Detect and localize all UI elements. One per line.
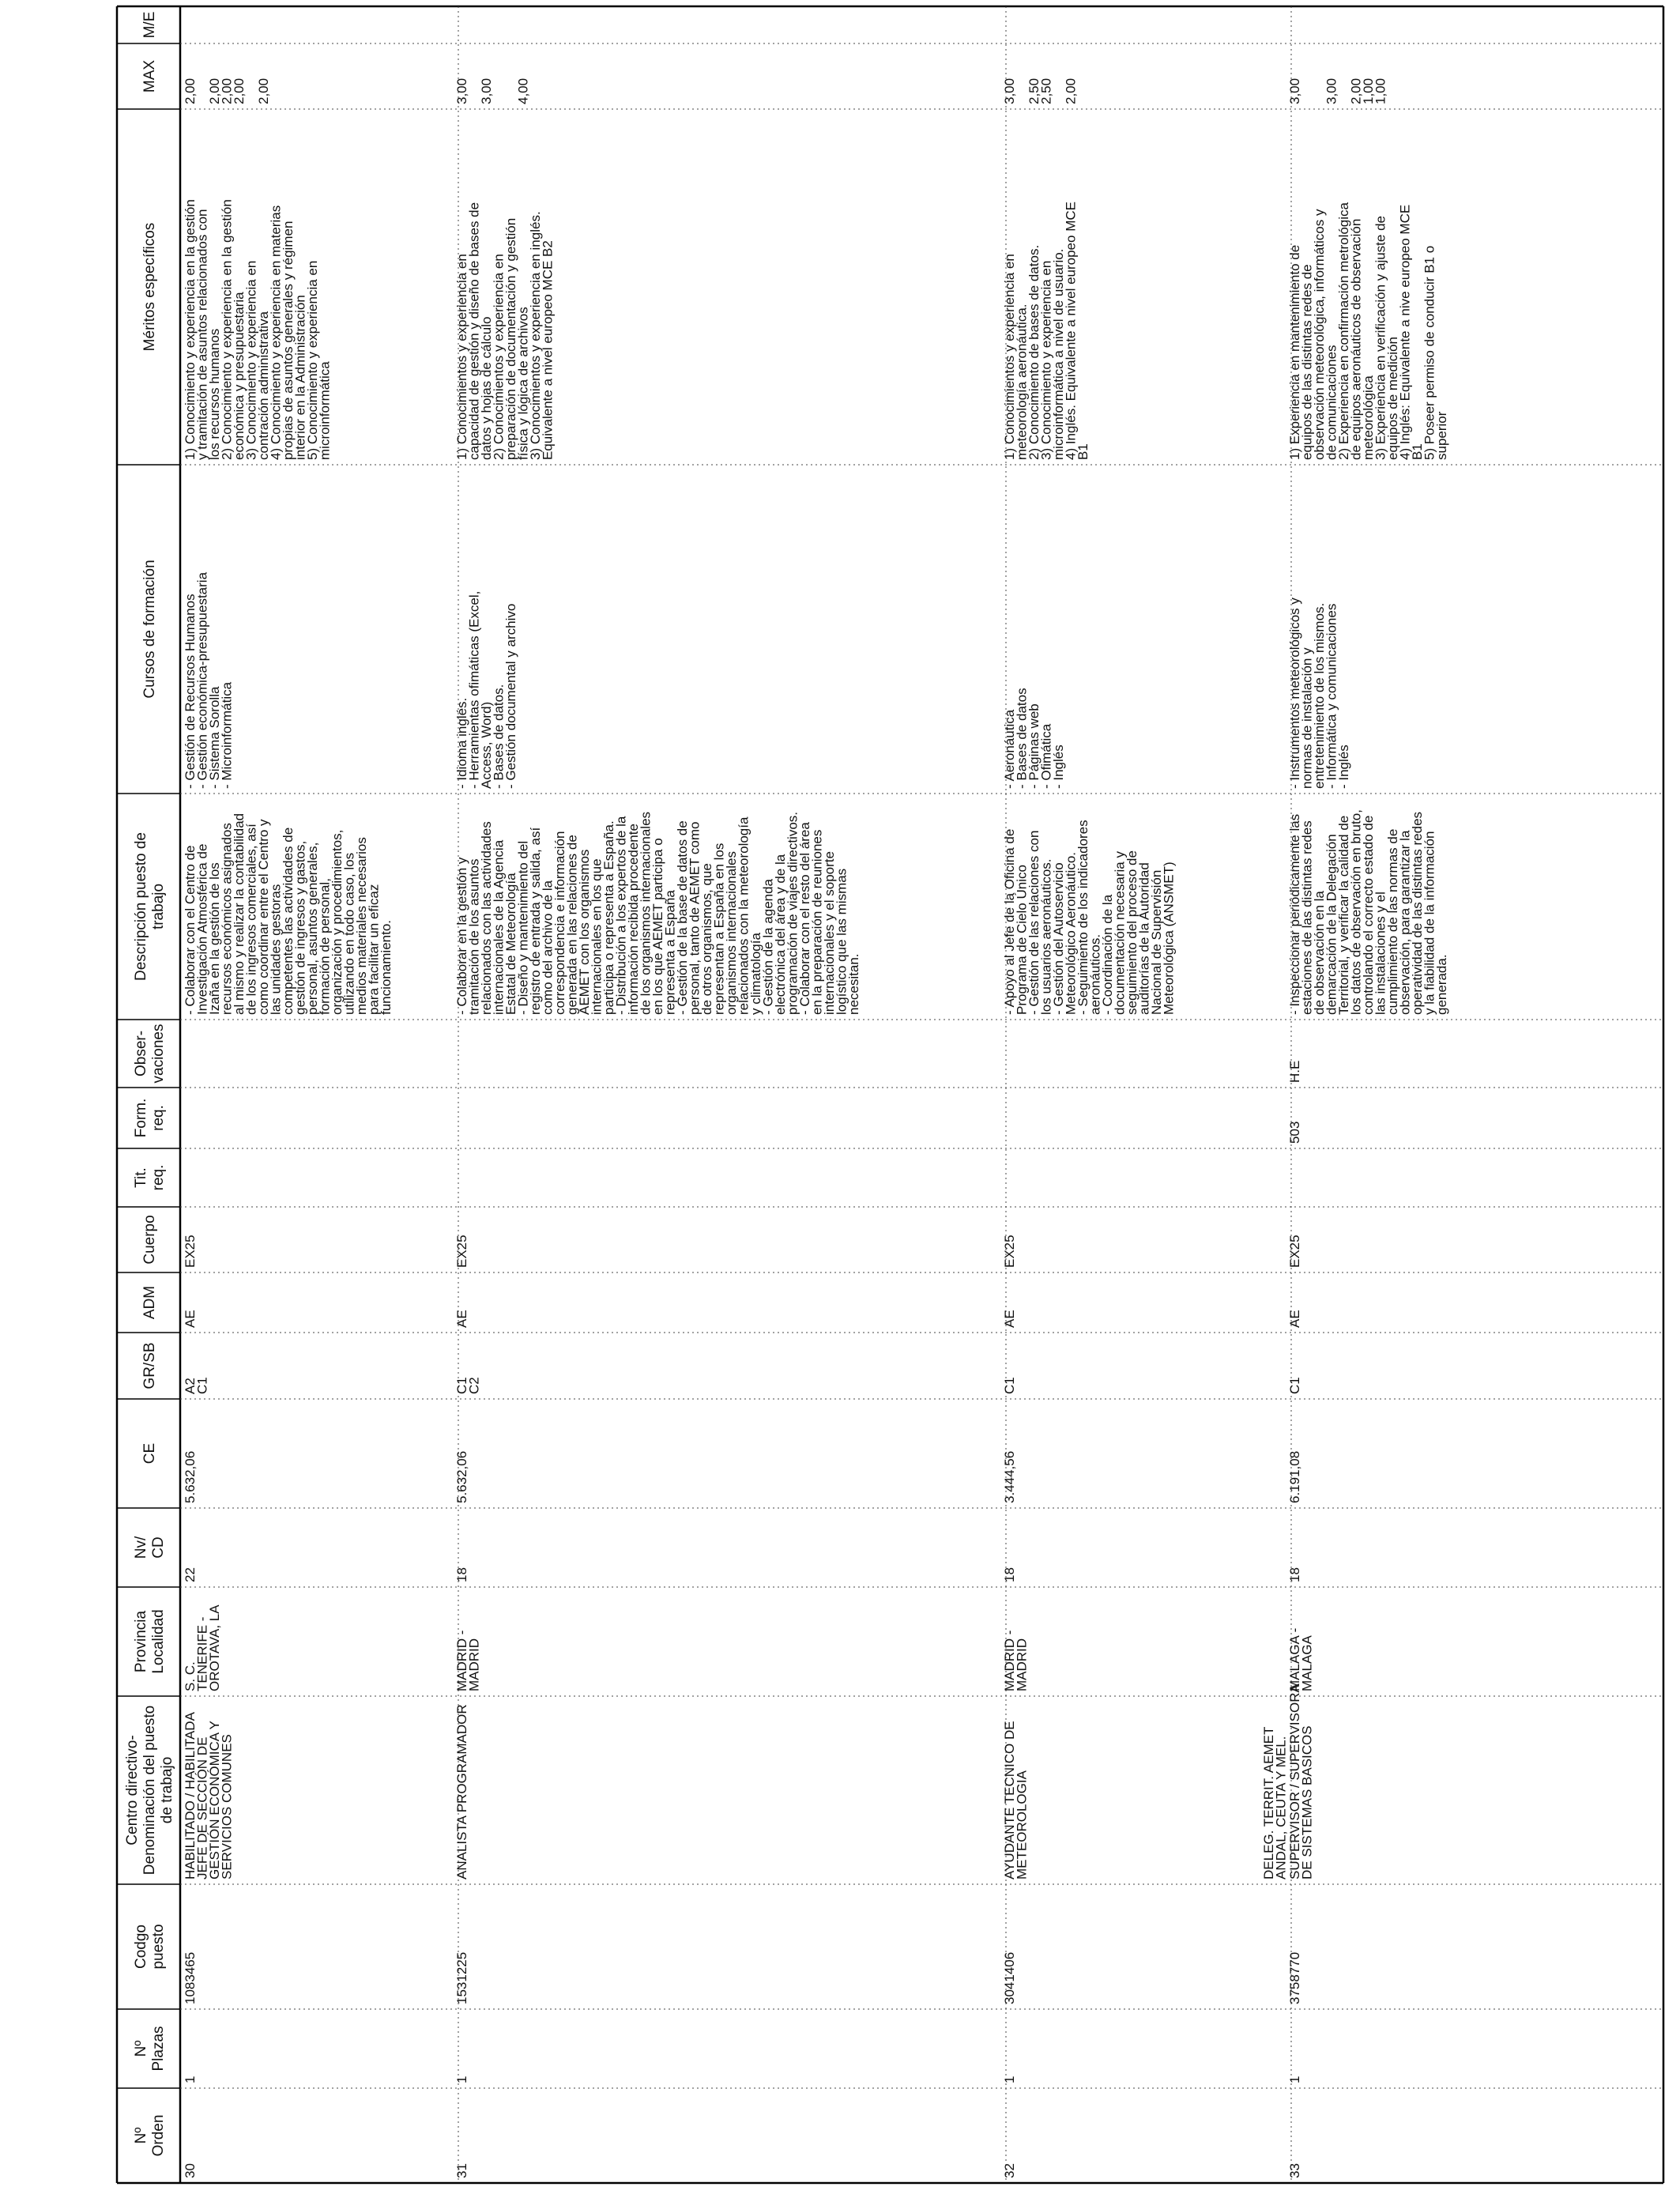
header-max: MAX	[141, 59, 158, 93]
cell-descripcion: - Inspeccionar periódicamente las	[1287, 813, 1302, 1015]
cell-cuerpo: EX25	[454, 1235, 469, 1268]
cell-descripcion: internacionales de la Agencia	[491, 839, 507, 1015]
cell-descripcion: relacionados con las actividades	[479, 821, 494, 1015]
cell-plazas: 1	[1287, 2075, 1302, 2083]
cell-meritos: observación meteorológica, informáticos y	[1312, 209, 1327, 460]
cell-descripcion: AEMET con los organismos	[577, 849, 592, 1015]
cell-meritos: 2) Experiencia en confirmación metrológica	[1336, 202, 1351, 460]
cell-cursos: normas de instalación y	[1299, 647, 1315, 789]
cell-descripcion: Meteorológica (ANSMET)	[1161, 861, 1177, 1015]
cell-descripcion: gestión de ingresos y gastos,	[292, 840, 308, 1015]
cell-descripcion: observación, para garantizar la	[1397, 830, 1413, 1015]
cell-descripcion: Investigación Atmosférica de	[194, 843, 210, 1015]
cell-descripcion: - Seguimiento de los indicadores	[1075, 820, 1090, 1015]
cell-descripcion: participa o representa a España.	[601, 820, 616, 1015]
cell-meritos: 5) Conocimiento y experiencia en	[305, 260, 320, 460]
header-nivel: CD	[150, 1536, 167, 1559]
cell-meritos: los recursos humanos	[207, 328, 222, 460]
cell-meritos: de comunicaciones	[1324, 345, 1339, 460]
cell-orden: 30	[183, 2163, 198, 2178]
cell-centro: GESTIÓN ECONÓMICA Y	[207, 1721, 222, 1879]
cell-meritos: 1) Conocimientos y experiencia en	[1002, 254, 1017, 460]
cell-ce: 5.632,06	[454, 1450, 469, 1503]
header-adm: ADM	[141, 1285, 158, 1320]
cell-grupo: C2	[466, 1377, 482, 1394]
cell-meritos: capacidad de gestión y diseño de bases de	[466, 202, 482, 460]
cell-plazas: 1	[1002, 2075, 1017, 2083]
cell-cursos: Access, Word)	[479, 701, 494, 789]
cell-orden: 32	[1002, 2163, 1017, 2178]
cell-provincia: OROTAVA, LA	[207, 1604, 222, 1691]
cell-centro: AYUDANTE TECNICO DE	[1002, 1721, 1017, 1879]
header-descripcion: trabajo	[150, 883, 167, 930]
cell-descripcion: información recibida procedente	[626, 824, 641, 1015]
cell-max: 3,00	[1002, 77, 1017, 104]
cell-cuerpo: EX25	[183, 1235, 198, 1268]
cell-meritos: 3) Conocimientos y experiencia en inglés.	[528, 211, 543, 460]
cell-descripcion: Programa de Cielo Único	[1014, 865, 1030, 1015]
cell-descripcion: formación de personal,	[317, 878, 333, 1015]
cell-descripcion: como coordinar entre el Centro y	[256, 819, 271, 1015]
cell-grupo: C1	[194, 1377, 210, 1394]
cell-descripcion: los usuarios aeronáuticos.	[1038, 858, 1054, 1015]
cell-codigo: 3041406	[1002, 1951, 1017, 2004]
cell-codigo: 1083465	[183, 1951, 198, 2004]
cell-descripcion: internacionales en los que	[589, 858, 605, 1015]
cell-descripcion: aeronáuticos.	[1087, 933, 1103, 1015]
cell-descripcion: - Gestión de la agenda	[760, 878, 776, 1015]
cell-meritos: 4) Conocimiento y experiencia en materias	[268, 205, 284, 460]
cell-ce: 6.191,08	[1287, 1450, 1302, 1503]
cell-grupo: C1	[1002, 1377, 1017, 1394]
cell-provincia: MADRID -	[1002, 1630, 1017, 1691]
header-titulacion: req.	[150, 1164, 167, 1191]
cell-meritos: meteorológica	[1361, 375, 1376, 460]
header-grupo: GR/SB	[141, 1342, 158, 1389]
cell-meritos: 1) Experiencia en mantenimiento de	[1287, 244, 1302, 460]
cell-provincia: MADRID -	[454, 1630, 469, 1691]
cell-cursos: - Inglés	[1336, 745, 1351, 789]
cell-descripcion: Izaña en la gestión de los	[207, 862, 222, 1015]
cell-max: 2,00	[232, 77, 247, 104]
cell-descripcion: medios materiales necesarios	[354, 837, 369, 1015]
header-centro: Denominación del puesto	[141, 1705, 158, 1876]
cell-descripcion: de otros organismos, que	[699, 863, 714, 1015]
cell-provincia: TENERIFE -	[194, 1616, 210, 1691]
table-header	[124, 12, 175, 2157]
cell-grupo: C1	[454, 1377, 469, 1394]
cell-meritos: económica y presupuestaria	[232, 292, 247, 460]
cell-cursos: - Ofimática	[1038, 723, 1054, 789]
header-plazas: Nº	[133, 2040, 149, 2057]
cell-max: 3,00	[479, 77, 494, 104]
cell-descripcion: Meteorológico Aeronáutico.	[1063, 851, 1079, 1015]
cell-descripcion: en los que AEMET participa o	[650, 838, 665, 1015]
header-meritos: Méritos específicos	[141, 222, 158, 352]
cell-meritos: preparación de documentación y gestión	[503, 217, 518, 460]
cell-adm: AE	[1002, 1310, 1017, 1328]
cell-descripcion: de los organismos internacionales	[638, 811, 654, 1015]
cell-cursos: - Bases de datos	[1014, 688, 1030, 789]
cell-descripcion: Territorial, y verificar la calidad de	[1336, 815, 1351, 1015]
table-body	[183, 78, 1449, 2178]
cell-descripcion: generada.	[1434, 954, 1449, 1015]
cell-meritos: 4) Inglés. Equivalente a nivel europeo MCE	[1063, 202, 1079, 460]
cell-nivel: 18	[1287, 1567, 1302, 1582]
cell-meritos: 3) Experiencia en verificación y ajuste de	[1373, 216, 1388, 460]
cell-meritos: 5) Poseer permiso de conducir B1 o	[1422, 245, 1437, 460]
cell-descripcion: al mismo y realizar la contabilidad	[232, 812, 247, 1015]
cell-descripcion: recursos económicos asignados	[219, 823, 235, 1015]
cell-adm: AE	[1287, 1310, 1302, 1328]
cell-meritos: interior en la Administración	[292, 295, 308, 460]
cell-descripcion: - Coordinación de la	[1100, 894, 1115, 1015]
cell-descripcion: - Colaborar en la gestión y	[454, 857, 469, 1015]
cell-meritos: 1) Conocimientos y experiencia en	[454, 254, 469, 460]
cell-centro: DE SISTEMAS BASICOS	[1299, 1725, 1315, 1879]
cell-max: 2,00	[256, 77, 271, 104]
cell-descripcion: las instalaciones y el	[1373, 892, 1388, 1015]
cell-descripcion: personal, tanto de AEMET como	[687, 821, 703, 1015]
cell-cursos: - Páginas web	[1026, 703, 1042, 789]
cell-max: 3,00	[454, 77, 469, 104]
cell-descripcion: controlando el correcto estado de	[1361, 815, 1376, 1015]
cell-provincia: MALAGA	[1299, 1635, 1315, 1691]
cell-descripcion: en la preparación de reuniones	[809, 829, 825, 1015]
cell-max: 2,00	[183, 77, 198, 104]
cell-cursos: - Bases de datos.	[491, 684, 507, 789]
cell-plazas: 1	[183, 2075, 198, 2083]
cell-descripcion: estaciones de las distintas redes	[1299, 820, 1315, 1015]
cell-descripcion: - Distribución a los expertos de la	[613, 816, 629, 1015]
cell-meritos: 1) Conocimiento y experiencia en la gestión	[183, 199, 198, 460]
cell-meritos: y tramitación de asuntos relacionados con	[194, 209, 210, 460]
cell-descripcion: correspondencia e información	[552, 831, 567, 1015]
cell-cursos: - Inglés	[1051, 745, 1066, 789]
cell-descripcion: - Gestión de la base de datos de	[675, 820, 690, 1015]
cell-adm: AE	[454, 1310, 469, 1328]
cell-orden: 31	[454, 2163, 469, 2178]
header-centro: de trabajo	[159, 1756, 175, 1824]
header-codigo: puesto	[150, 1924, 167, 1970]
cell-descripcion: Estatal de Meteorología	[503, 873, 518, 1015]
cell-max: 2,00	[1063, 77, 1079, 104]
cell-cursos: - Gestión de Recursos Humanos	[183, 594, 198, 789]
header-observaciones: Obser-	[133, 1030, 149, 1077]
cell-descripcion: registro de entrada y salida, así	[528, 827, 543, 1015]
cell-max: 3,00	[1324, 77, 1339, 104]
cell-centro: METEOROLOGIA	[1014, 1770, 1030, 1879]
cell-descripcion: logístico que las mismas	[834, 868, 849, 1015]
cell-descripcion: generada en las relaciones de	[564, 835, 580, 1015]
cell-cuerpo: EX25	[1287, 1235, 1302, 1268]
cell-grupo: C1	[1287, 1377, 1302, 1394]
cell-descripcion: organismos internacionales	[724, 851, 739, 1015]
cell-descripcion: - Diseño y mantenimiento del	[515, 840, 531, 1015]
cell-descripcion: internacionales y el soporte	[822, 851, 837, 1015]
cell-provincia: S. C.	[183, 1661, 198, 1691]
cell-cursos: - Gestión documental y archivo	[503, 603, 518, 789]
cell-descripcion: y climatología	[748, 933, 763, 1015]
cell-meritos: 4) Inglés: Equivalente a nive europeo MCE	[1397, 204, 1413, 460]
cell-meritos: 3) Conocimiento y experiencia en	[1038, 260, 1054, 460]
cell-meritos: propias de asuntos generales y régimen	[281, 221, 296, 460]
cell-meritos: contración administrativa	[256, 311, 271, 460]
cell-max: 1,00	[1361, 77, 1376, 104]
cell-codigo: 3758770	[1287, 1951, 1302, 2004]
cell-ce: 3.444,56	[1002, 1450, 1017, 1503]
cell-descripcion: organización y procedimientos,	[330, 829, 345, 1015]
cell-nivel: 18	[1002, 1567, 1017, 1582]
cell-cursos: - Herramientas ofimáticas (Excel,	[466, 590, 482, 789]
header-observaciones: vaciones	[150, 1024, 167, 1084]
header-codigo: Codgo	[133, 1925, 149, 1969]
cell-cursos: - Gestión económica-presupuestaria	[194, 571, 210, 789]
cell-cursos: - Aeronáutica	[1002, 709, 1017, 789]
cell-descripcion: competentes las actividades de	[281, 827, 296, 1015]
header-orden: Orden	[150, 2114, 167, 2157]
cell-descripcion: programación de viajes directivos.	[785, 811, 800, 1015]
cell-meritos: 2) Conocimientos y experiencia en	[491, 254, 507, 460]
cell-meritos: datos y hojas de cálculo	[479, 316, 494, 460]
cell-descripcion: - Colaborar con el resto del área	[797, 822, 812, 1015]
cell-descripcion: personal, asuntos generales,	[305, 842, 320, 1015]
cell-meritos: superior	[1434, 411, 1449, 460]
cell-centro-delegacion: ANDAL, CEUTA Y MEL.	[1273, 1736, 1289, 1879]
cell-provincia: MADRID	[1014, 1638, 1030, 1691]
cell-max: 1,00	[1373, 77, 1388, 104]
cell-descripcion: como del archivo de la	[540, 880, 556, 1015]
cell-cursos: - Instrumentos meteorológicos y	[1287, 598, 1302, 789]
cell-ce: 5.632,06	[183, 1450, 198, 1503]
cell-centro: ANALISTA PROGRAMADOR	[454, 1704, 469, 1879]
header-centro: Centro directivo-	[124, 1735, 141, 1845]
cell-nivel: 22	[183, 1567, 198, 1582]
header-descripcion: Descripción puesto de	[133, 832, 149, 981]
cell-descripcion: operatividad de las distintas redes	[1410, 811, 1425, 1015]
cell-descripcion: seguimiento del proceso de	[1124, 850, 1139, 1015]
cell-meritos: 3) Conocimiento y experiencia en	[243, 260, 259, 460]
cell-max: 2,00	[207, 77, 222, 104]
cell-centro: HABILITADO / HABILITADA	[183, 1712, 198, 1879]
header-me: M/E	[141, 11, 158, 39]
cell-descripcion: las unidades gestoras	[268, 884, 284, 1015]
cell-descripcion: de los ingresos comerciales, así	[243, 824, 259, 1015]
cell-provincia: MADRID	[466, 1638, 482, 1691]
cell-descripcion: y la fiabilidad de la información	[1422, 831, 1437, 1015]
cell-cursos: - Informática y comunicaciones	[1324, 603, 1339, 789]
cell-descripcion: auditorías de la Autoridad	[1136, 862, 1152, 1015]
cell-meritos: equipos de medición	[1385, 337, 1400, 460]
cell-descripcion: tramitación de los asuntos	[466, 858, 482, 1015]
cell-codigo: 1531225	[454, 1951, 469, 2004]
cell-descripcion: - Apoyo al Jefe de la Oficina de	[1002, 828, 1017, 1015]
cell-centro: SERVICIOS COMUNES	[219, 1734, 235, 1879]
cell-descripcion: representan a España en los	[711, 843, 727, 1015]
cell-max: 2,50	[1026, 77, 1042, 104]
cell-descripcion: documentación necesaria y	[1112, 851, 1128, 1015]
header-cuerpo: Cuerpo	[141, 1215, 158, 1265]
cell-descripcion: Nacional de Supervisión	[1149, 869, 1164, 1015]
cell-meritos: física y lógica de archivos	[515, 307, 531, 460]
header-formacion: req.	[150, 1105, 167, 1131]
cell-meritos: B1	[1075, 443, 1090, 460]
cell-meritos: B1	[1410, 443, 1425, 460]
cell-meritos: meteorología aeronáutica.	[1014, 303, 1030, 460]
cell-cursos: - Idioma inglés.	[454, 697, 469, 789]
header-nivel: Nv/	[133, 1536, 149, 1559]
cell-descripcion: representa a España	[662, 890, 678, 1015]
header-cursos: Cursos de formación	[141, 560, 158, 699]
cell-nivel: 18	[454, 1567, 469, 1582]
cell-cursos: - Microinformática	[219, 681, 235, 789]
cell-descripcion: cumplimiento de las normas de	[1385, 828, 1400, 1015]
cell-max: 2,00	[219, 77, 235, 104]
cell-grupo: A2	[183, 1378, 198, 1394]
cell-meritos: de equipos aeronáuticos de observación	[1348, 218, 1364, 460]
cell-max: 2,50	[1038, 77, 1054, 104]
cell-descripcion: - Gestión de las relaciones con	[1026, 830, 1042, 1015]
header-orden: Nº	[133, 2127, 149, 2144]
cell-descripcion: necesitan.	[846, 953, 861, 1015]
cell-descripcion: demarcación de la Delegación	[1324, 834, 1339, 1015]
header-titulacion: Tit.	[133, 1167, 149, 1188]
header-plazas: Plazas	[150, 2026, 167, 2072]
cell-descripcion: utilizando en todo caso, los	[341, 852, 357, 1015]
cell-meritos: Equivalente a nivel europeo MCE B2	[540, 240, 556, 460]
cell-orden: 33	[1287, 2163, 1302, 2178]
cell-descripcion: electrónica del área y de la	[773, 854, 788, 1015]
cell-observaciones: H.E	[1287, 1060, 1302, 1083]
cell-cuerpo: EX25	[1002, 1235, 1017, 1268]
header-provincia: Localidad	[150, 1609, 167, 1674]
cell-centro: JEFE DE SECCIÓN DE	[194, 1736, 210, 1879]
cell-meritos: microinformática a nivel de usuario.	[1051, 248, 1066, 460]
cell-plazas: 1	[454, 2075, 469, 2083]
cell-meritos: microinformática	[317, 361, 333, 460]
cell-cursos: entretenimiento de los mismos.	[1312, 602, 1327, 789]
cell-descripcion: - Colaborar con el Centro de	[183, 845, 198, 1015]
cell-meritos: equipos de las distintas redes de	[1299, 264, 1315, 460]
cell-meritos: 2) Conocimiento y experiencia en la gestión	[219, 199, 235, 460]
cell-adm: AE	[183, 1310, 198, 1328]
header-ce: CE	[141, 1442, 158, 1465]
cell-descripcion: los datos de observación en bruto,	[1348, 809, 1364, 1015]
cell-max: 2,00	[1348, 77, 1364, 104]
cell-descripcion: de observación en la	[1312, 891, 1327, 1015]
cell-descripcion: relacionados con la meteorología	[736, 816, 751, 1015]
cell-provincia: MALAGA -	[1287, 1627, 1302, 1691]
cell-formacion: 503	[1287, 1121, 1302, 1144]
cell-cursos: - Sistema Sorolla	[207, 686, 222, 789]
cell-max: 3,00	[1287, 77, 1302, 104]
cell-meritos: 2) Conocimiento de bases de datos.	[1026, 244, 1042, 460]
header-provincia: Provincia	[133, 1610, 149, 1673]
header-formacion: Form.	[133, 1098, 149, 1138]
cell-centro: SUPERVISOR / SUPERVISORA	[1287, 1683, 1302, 1879]
cell-descripcion: - Gestión del Autoservicio	[1051, 862, 1066, 1015]
cell-max: 4,00	[515, 77, 531, 104]
cell-descripcion: para facilitar un eficaz	[366, 884, 382, 1015]
cell-centro-delegacion: DELEG. TERRIT. AEMET	[1261, 1726, 1276, 1879]
cell-descripcion: funcionamiento.	[379, 919, 394, 1015]
